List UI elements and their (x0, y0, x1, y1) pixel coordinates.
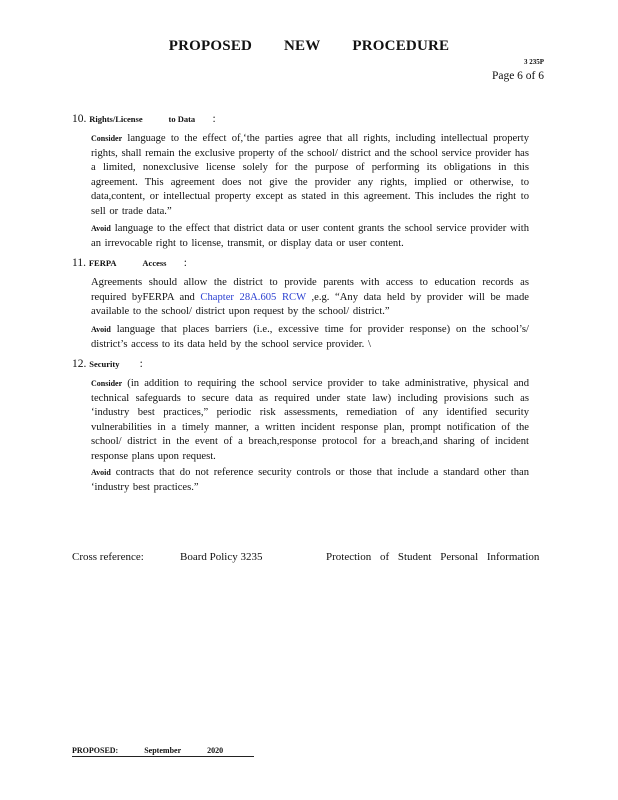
section-10-heading (72, 113, 216, 125)
title-word-proposed: PROPOSED (168, 38, 253, 54)
section-number: 12. (72, 358, 87, 370)
section-12-consider-paragraph (91, 377, 529, 465)
section-12-heading (72, 358, 143, 370)
section-10-avoid-paragraph (91, 222, 529, 251)
avoid-text: language that places barriers (i.e., excessive time for provider response) on the school’s/ district’s access to its data held by the school service provider. \ (91, 324, 529, 350)
section-colon: : (139, 358, 143, 370)
consider-lead: Consider (91, 379, 123, 388)
section-12-avoid-paragraph (91, 466, 529, 495)
section-10-consider-paragraph (91, 132, 529, 220)
agreements-text: ,e.g. “Any data held by provider will be made available to the school/ district upon request by the school/ district.” (91, 291, 530, 318)
section-heading-part: to Data (168, 114, 196, 124)
cross-reference-policy: Board Policy 3235 (180, 551, 263, 563)
section-heading-part: Security (89, 359, 120, 369)
section-heading-part: Access (142, 258, 167, 268)
section-11-agreements-paragraph (91, 276, 529, 320)
page-title (0, 38, 618, 55)
title-word-procedure: PROCEDURE (352, 38, 450, 54)
avoid-text: language to the effect that district data or user content grants the school service provider with an irrevocable right to license, transmit, or display data or user content. (91, 223, 529, 249)
section-colon: : (183, 257, 187, 269)
rcw-link[interactable]: Chapter 28A.605 RCW (200, 291, 306, 303)
consider-lead: Consider (91, 134, 123, 143)
section-11-avoid-paragraph (91, 323, 529, 352)
consider-text: language to the effect of,‘the parties agree that all rights, including intellectual property rights, shall remain the exclusive property of the school/ district and the school service provider has a limited, nonexclusive license solely for the purpose of performing its obligations in this agreement. This agreement does not give the provider any rights, implied or otherwise, to data,content, or intellectual property except as stated in this agreement. This includes the right to sell or trade data.” (91, 133, 529, 217)
cross-reference-policy-title: Protection of Student Personal Information (326, 551, 540, 563)
avoid-lead: Avoid (91, 325, 111, 334)
section-number: 10. (72, 113, 87, 125)
agreements-text: Agreements should allow the district to provide parents with access to education records as required byFERPA and (91, 277, 529, 303)
section-11-heading (72, 257, 187, 269)
page-number: Page 6 of 6 (491, 70, 544, 82)
title-word-new: NEW (284, 38, 321, 54)
section-heading-part: Rights/License (89, 114, 143, 124)
footer-month: September (144, 746, 182, 755)
document-number: 3 235P (523, 58, 544, 66)
footer-status (72, 746, 254, 757)
avoid-text: contracts that do not reference security controls or those that include a standard other than ‘industry best practices.” (91, 467, 529, 493)
avoid-lead: Avoid (91, 224, 111, 233)
avoid-lead: Avoid (91, 468, 111, 477)
section-heading-part: FERPA (88, 258, 117, 268)
section-number: 11. (72, 257, 86, 269)
footer-status-label: PROPOSED: (72, 746, 119, 755)
consider-text: (in addition to requiring the school service provider to take administrative, physical and technical safeguards to secure data as required under state law) including provisions such as ‘industry best practices,” periodic risk assessments, remediation of any identified security vulnerabilities in a timely manner, a written incident response plan, prompt notification of the school/ district in the event of a breach,response protocol for a breach,and sharing of incident response plans upon request. (91, 378, 529, 462)
section-colon: : (212, 113, 216, 125)
footer-year: 2020 (207, 746, 224, 755)
cross-reference-label: Cross reference: (72, 551, 144, 563)
